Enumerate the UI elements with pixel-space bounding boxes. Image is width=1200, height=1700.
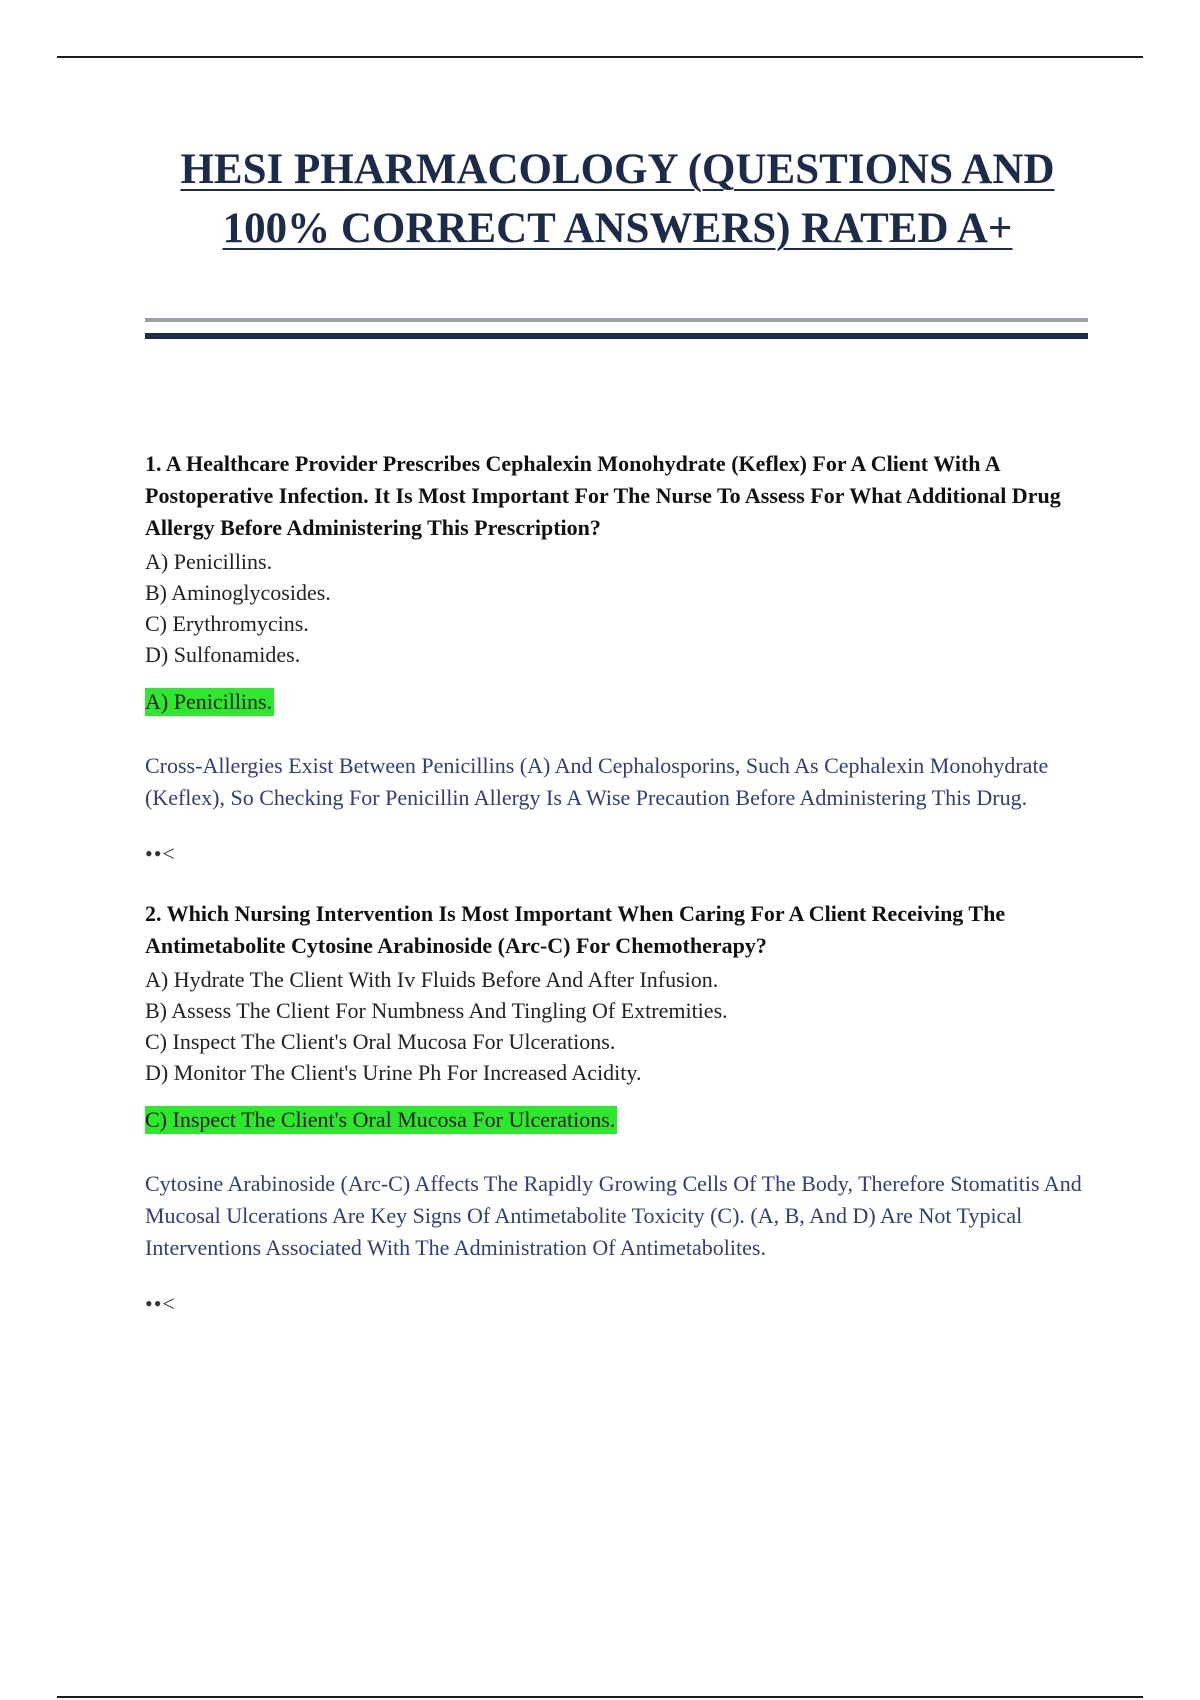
option-list: [145, 964, 1090, 1088]
section-separator: ••<: [145, 1291, 176, 1316]
option-b: B) Aminoglycosides.: [145, 580, 331, 605]
rationale-text: Cross-Allergies Exist Between Penicillins (A) And Cephalosporins, Such As Cephalexin Monohydrate (Keflex), So Checking For Penicillin Allergy Is A Wise Precaution Before Administering This Drug.: [145, 753, 1049, 810]
correct-answer-highlight: C) Inspect The Client's Oral Mucosa For Ulcerations.: [145, 1107, 616, 1132]
correct-answer-highlight: A) Penicillins.: [145, 689, 273, 714]
option-a: A) Penicillins.: [145, 549, 273, 574]
question-text: 1. A Healthcare Provider Prescribes Cephalexin Monohydrate (Keflex) For A Client With A Postoperative Infection. It Is Most Important For The Nurse To Assess For What Additional Drug Allergy Before Administering This Prescription?: [145, 451, 1061, 540]
question-block-2: [145, 898, 1090, 1320]
section-separator: ••<: [145, 841, 176, 866]
option-d: D) Sulfonamides.: [145, 642, 301, 667]
title-divider-light: [145, 318, 1088, 322]
question-block-1: [145, 448, 1090, 870]
title-divider-dark: [145, 333, 1088, 339]
answer-row: [145, 1106, 1090, 1138]
option-d: D) Monitor The Client's Urine Ph For Increased Acidity.: [145, 1060, 642, 1085]
page-top-rule: [57, 56, 1143, 58]
rationale-text: Cytosine Arabinoside (Arc-C) Affects The Rapidly Growing Cells Of The Body, Therefore Stomatitis And Mucosal Ulcerations Are Key Signs Of Antimetabolite Toxicity (C). (A, B, And D) Are Not Typical Interventions Associated With The Administration Of Antimetabolites.: [145, 1171, 1082, 1260]
title-line-2: 100% CORRECT ANSWERS) RATED A+: [222, 205, 1013, 252]
page-bottom-rule: [57, 1696, 1143, 1698]
title-line-1: HESI PHARMACOLOGY (QUESTIONS AND: [180, 146, 1055, 193]
option-a: A) Hydrate The Client With Iv Fluids Before And After Infusion.: [145, 967, 719, 992]
answer-row: [145, 688, 1090, 720]
document-title: [110, 140, 1125, 258]
option-c: C) Erythromycins.: [145, 611, 309, 636]
question-list: [145, 448, 1090, 1320]
question-text: 2. Which Nursing Intervention Is Most Important When Caring For A Client Receiving The Antimetabolite Cytosine Arabinoside (Arc-C) For Chemotherapy?: [145, 901, 1006, 958]
option-c: C) Inspect The Client's Oral Mucosa For Ulcerations.: [145, 1029, 616, 1054]
option-list: [145, 546, 1090, 670]
option-b: B) Assess The Client For Numbness And Tingling Of Extremities.: [145, 998, 728, 1023]
